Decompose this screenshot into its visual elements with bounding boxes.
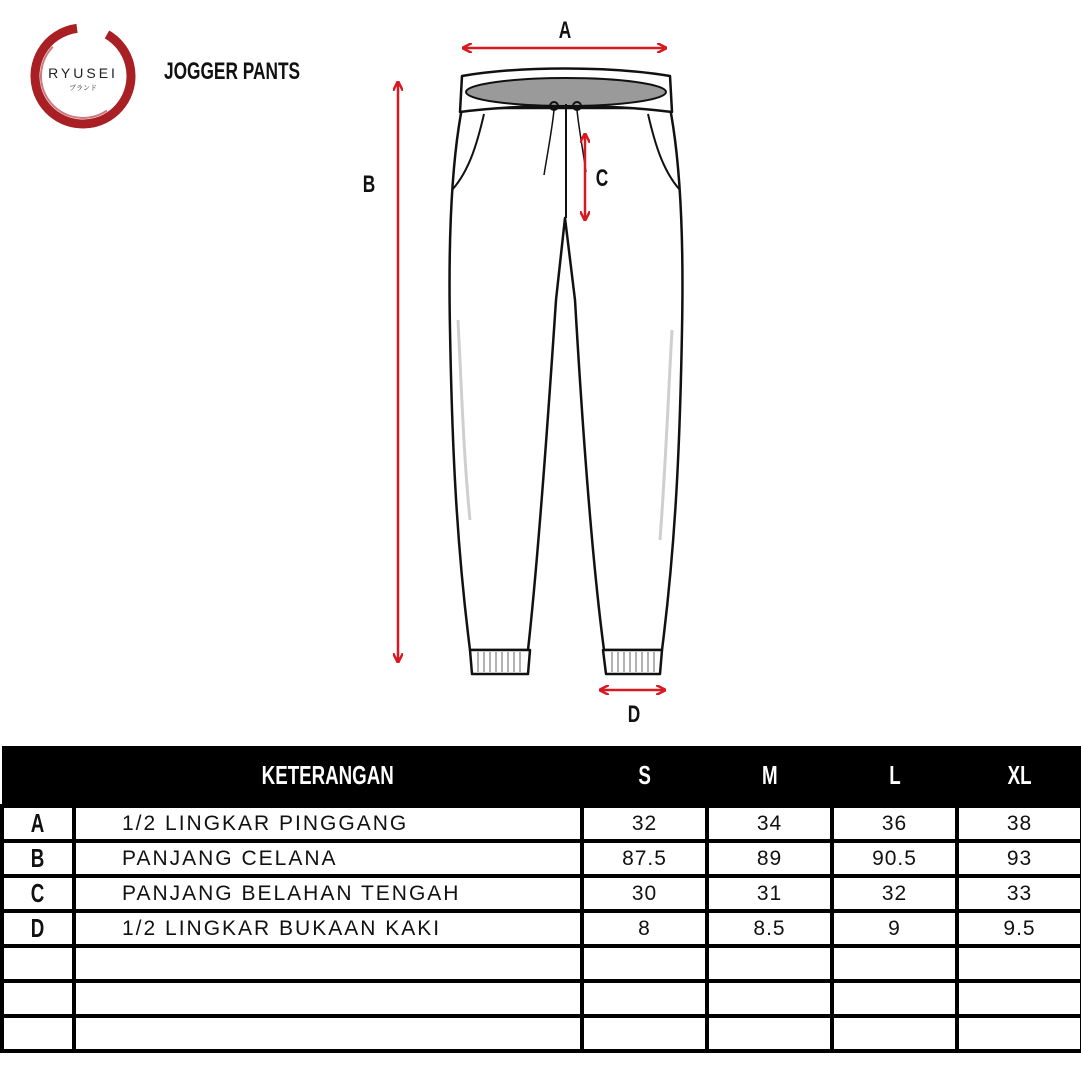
value-m [707, 946, 832, 981]
value-l: 9 [832, 911, 957, 946]
value-m: 8.5 [707, 911, 832, 946]
header-size-xl: XL [957, 746, 1081, 806]
row-code [2, 946, 74, 981]
row-code: A [2, 806, 74, 841]
value-m: 34 [707, 806, 832, 841]
size-chart-table [0, 746, 1081, 1082]
header-size-s: S [582, 746, 707, 806]
label-b: B [362, 171, 376, 198]
row-description [74, 946, 582, 981]
value-m [707, 1016, 832, 1051]
value-xl [957, 981, 1081, 1016]
value-l: 36 [832, 806, 957, 841]
brand-name: RYUSEI [48, 65, 118, 81]
header-description: KETERANGAN [74, 746, 582, 806]
value-s [582, 981, 707, 1016]
value-xl: 9.5 [957, 911, 1081, 946]
table-row [2, 911, 1081, 946]
table-row [2, 841, 1081, 876]
row-code [2, 1016, 74, 1051]
value-m [707, 981, 832, 1016]
value-s [582, 1016, 707, 1051]
brand-sub: ブランド [69, 84, 97, 92]
header-code [2, 746, 74, 806]
page-title: JOGGER PANTS [164, 58, 301, 85]
value-xl [957, 1016, 1081, 1051]
label-c: C [595, 165, 609, 192]
value-xl: 93 [957, 841, 1081, 876]
value-l [832, 981, 957, 1016]
header-size-m: M [707, 746, 832, 806]
value-m: 89 [707, 841, 832, 876]
table-row [2, 1016, 1081, 1051]
row-description [74, 1016, 582, 1051]
value-xl: 33 [957, 876, 1081, 911]
table-row [2, 981, 1081, 1016]
value-s: 30 [582, 876, 707, 911]
value-m: 31 [707, 876, 832, 911]
row-code [2, 981, 74, 1016]
label-a: A [558, 17, 572, 44]
value-s [582, 946, 707, 981]
row-code: D [2, 911, 74, 946]
label-d: D [627, 701, 641, 728]
header-size-l: L [832, 746, 957, 806]
table-row [2, 806, 1081, 841]
table-header-row [2, 746, 1081, 806]
value-xl: 38 [957, 806, 1081, 841]
value-l: 90.5 [832, 841, 957, 876]
row-code: C [2, 876, 74, 911]
row-code: B [2, 841, 74, 876]
table-row [2, 876, 1081, 911]
value-s: 32 [582, 806, 707, 841]
value-l [832, 1016, 957, 1051]
row-description: PANJANG BELAHAN TENGAH [74, 876, 582, 911]
value-l [832, 946, 957, 981]
row-description [74, 981, 582, 1016]
table-row [2, 946, 1081, 981]
value-s: 87.5 [582, 841, 707, 876]
value-xl [957, 946, 1081, 981]
value-l: 32 [832, 876, 957, 911]
value-s: 8 [582, 911, 707, 946]
row-description: 1/2 LINGKAR PINGGANG [74, 806, 582, 841]
row-description: 1/2 LINGKAR BUKAAN KAKI [74, 911, 582, 946]
row-description: PANJANG CELANA [74, 841, 582, 876]
